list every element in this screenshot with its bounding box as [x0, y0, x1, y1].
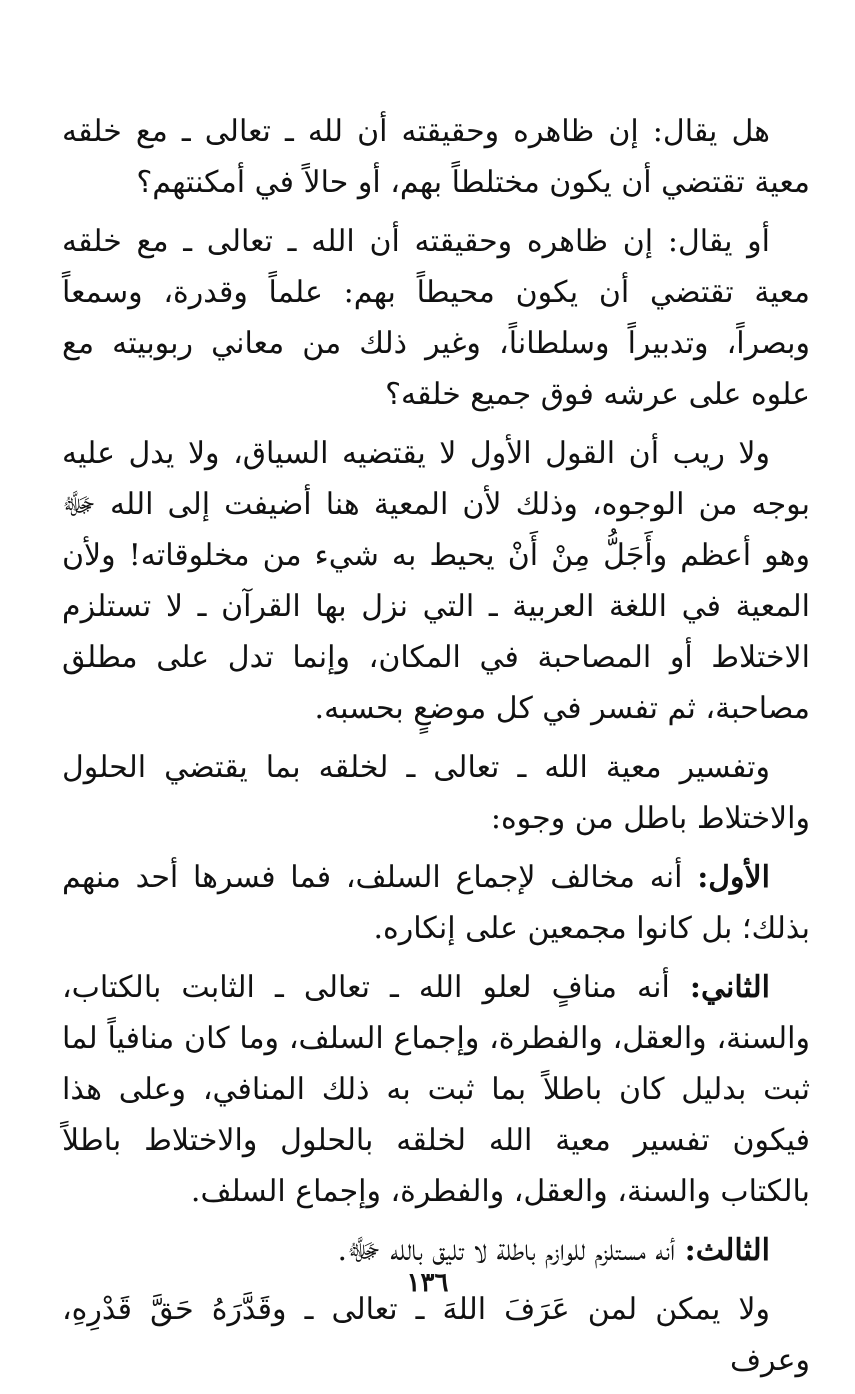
paragraph-text: وتفسير معية الله ـ تعالى ـ لخلقه بما يقتضي الحلول والاختلاط باطل من وجوه:	[62, 750, 810, 836]
paragraph-question-1	[62, 106, 810, 208]
paragraph-text: هل يقال: إن ظاهره وحقيقته أن لله ـ تعالى ـ مع خلقه معية تقتضي أن يكون مختلطاً بهم، أو حالاً في أمكنتهم؟	[62, 114, 810, 200]
paragraph-text: أنه منافٍ لعلو الله ـ تعالى ـ الثابت بالكتاب، والسنة، والعقل، والفطرة، وإجماع السلف، وما كان منافياً لما ثبت بدليل كان باطلاً بما ثبت به ذلك المنافي، وعلى هذا فيكون تفسير معية الله لخلقه بالحلول والاختلاط باطلاً بالكتاب والسنة، والعقل، والفطرة، وإجماع السلف.	[62, 970, 810, 1209]
paragraph-lead: الثالث:	[684, 1233, 770, 1268]
paragraph-text: أنه مخالف لإجماع السلف، فما فسرها أحد منهم بذلك؛ بل كانوا مجمعين على إنكاره.	[62, 860, 810, 946]
paragraph-refutation-intro	[62, 742, 810, 844]
paragraph-point-second	[62, 962, 810, 1217]
paragraph-text: أنه مستلزم للوازم باطلة لا تليق بالله ﷻ.	[337, 1233, 685, 1268]
page-body	[62, 106, 810, 1394]
paragraph-continuation	[62, 1284, 810, 1386]
paragraph-point-first	[62, 852, 810, 954]
paragraph-lead: الأول:	[697, 860, 770, 895]
page-number: ١٣٦	[406, 1268, 449, 1298]
paragraph-question-2	[62, 216, 810, 420]
paragraph-text: ولا يمكن لمن عَرَفَ اللهَ ـ تعالى ـ وقَدَّرَهُ حَقَّ قَدْرِهِ، وعرف	[62, 1292, 810, 1378]
paragraph-lead: الثاني:	[689, 970, 770, 1005]
paragraph-text: ولا ريب أن القول الأول لا يقتضيه السياق، ولا يدل عليه بوجه من الوجوه، وذلك لأن المعية هنا أضيفت إلى الله ﷻ وهو أعظم وأَجَلُّ مِنْ أَنْ يحيط به شيء من مخلوقاته! ولأن المعية في اللغة العربية ـ التي نزل بها القرآن ـ لا تستلزم الاختلاط أو المصاحبة في المكان، وإنما تدل على مطلق مصاحبة، ثم تفسر في كل موضعٍ بحسبه.	[62, 436, 810, 726]
paragraph-text: أو يقال: إن ظاهره وحقيقته أن الله ـ تعالى ـ مع خلقه معية تقتضي أن يكون محيطاً بهم: علماً وقدرة، وسمعاً وبصراً، وتدبيراً وسلطاناً، وغير ذلك من معاني ربوبيته مع علوه على عرشه فوق جميع خلقه؟	[62, 224, 810, 412]
paragraph-answer	[62, 428, 810, 734]
